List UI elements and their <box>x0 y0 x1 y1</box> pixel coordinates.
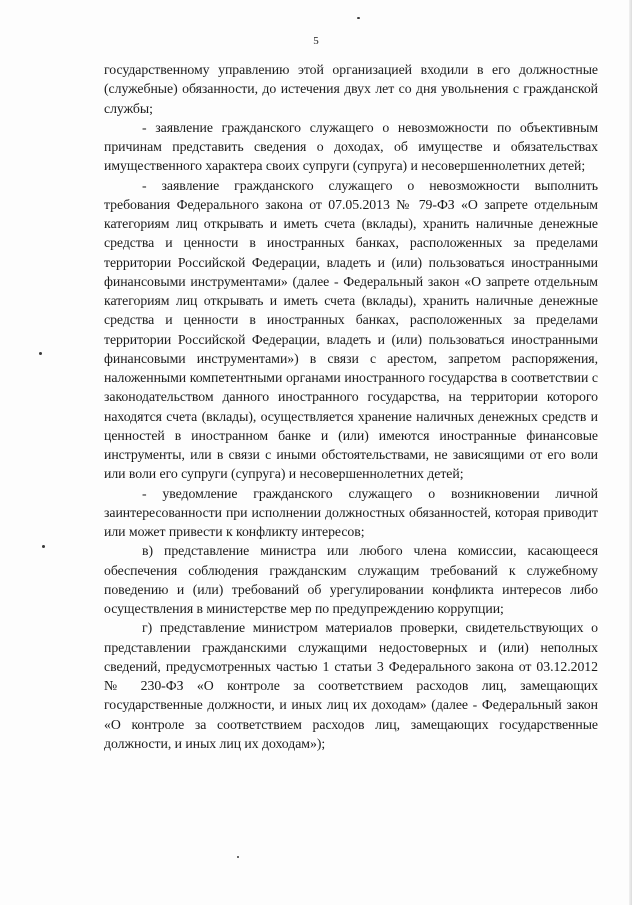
paragraph-item-g: г) представление министром материалов проверки, свидетельствующих о представлении гражданскими служащими недостоверных и (или) неполных сведений, предусмотренных частью 1 статьи 3 Федерального закона от 03.12.2012 № 230-ФЗ «О контроле за соответствием расходов лиц, замещающих государственные должности, и иных лиц их доходам» (далее - Федеральный закон «О контроле за соответствием расходов лиц, замещающих государственные должности, и иных лиц их доходам»); <box>104 620 598 751</box>
document-body <box>104 60 598 753</box>
scan-speck <box>237 856 239 858</box>
paragraph-statement-foreign-accounts: - заявление гражданского служащего о невозможности выполнить требования Федерального закона от 07.05.2013 № 79-ФЗ «О запрете отдельным категориям лиц открывать и иметь счета (вклады), хранить наличные денежные средства и ценности в иностранных банках, расположенных за пределами территории Российской Федерации, владеть и (или) пользоваться иностранными финансовыми инструментами» (далее - Федеральный закон «О запрете отдельным категориям лиц открывать и иметь счета (вклады), хранить наличные денежные средства и ценности в иностранных банках, расположенных за пределами территории Российской Федерации, владеть и (или) пользоваться иностранными финансовыми инструментами») в связи с арестом, запретом распоряжения, наложенными компетентными органами иностранного государства в соответствии с законодательством данного иностранного государства, на территории которого находятся счета (вклады), осуществляется хранение наличных денежных средств и ценностей в иностранном банке и (или) имеются иностранные финансовые инструменты, или в связи с иными обстоятельствами, не зависящими от его воли или воли его супруги (супруга) и несовершеннолетних детей; <box>104 177 598 482</box>
scan-speck <box>42 545 45 548</box>
page-number: 5 <box>313 35 319 47</box>
scan-speck <box>357 17 360 19</box>
paragraph-item-v: в) представление министра или любого члена комиссии, касающееся обеспечения соблюдения гражданским служащим требований к служебному поведению и (или) требований об урегулировании конфликта интересов либо осуществления в министерстве мер по предупреждению коррупции; <box>104 543 598 616</box>
paragraph-notification-conflict: - уведомление гражданского служащего о возникновении личной заинтересованности при исполнении должностных обязанностей, которая приводит или может привести к конфликту интересов; <box>104 485 598 539</box>
paragraph-continuation: государственному управлению этой организацией входили в его должностные (служебные) обязанности, до истечения двух лет со дня увольнения с гражданской службы; <box>104 62 598 116</box>
paragraph-statement-income: - заявление гражданского служащего о невозможности по объективным причинам представить сведения о доходах, об имуществе и обязательствах имущественного характера своих супруги (супруга) и несовершеннолетних детей; <box>104 119 598 174</box>
scan-speck <box>39 352 42 355</box>
